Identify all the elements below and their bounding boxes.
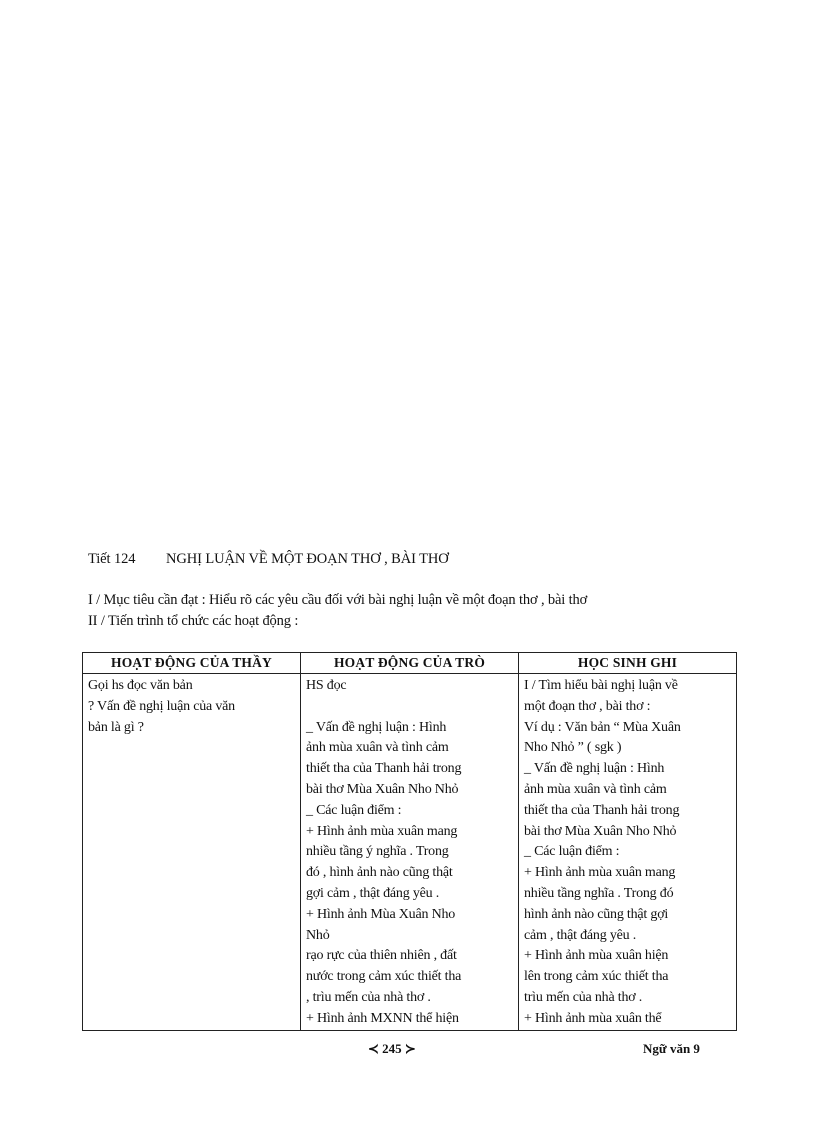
student-notes-line: hình ảnh nào cũng thật gợi: [524, 906, 669, 922]
student-notes-line: một đoạn thơ , bài thơ :: [524, 698, 651, 714]
teacher-activity-line: Gọi hs đọc văn bản: [88, 678, 193, 693]
lesson-title: NGHỊ LUẬN VỀ MỘT ĐOẠN THƠ , BÀI THƠ: [166, 551, 449, 567]
student-notes-line: lên trong cảm xúc thiết tha: [524, 969, 669, 985]
procedure-line: II / Tiến trình tổ chức các hoạt động :: [88, 613, 299, 629]
objective-line: I / Mục tiêu cần đạt : Hiểu rõ các yêu cầu đối với bài nghị luận về một đoạn thơ , bài thơ: [88, 592, 588, 608]
student-activity-line: _ Các luận điểm :: [306, 802, 402, 818]
student-activity-line: _ Vấn đề nghị luận : Hình: [306, 719, 447, 735]
student-activity-line: thiết tha của Thanh hải trong: [306, 761, 462, 777]
student-activity-line: gợi cảm , thật đáng yêu .: [306, 885, 440, 901]
student-notes-line: nhiều tầng nghĩa . Trong đó: [524, 885, 674, 901]
student-activity-line: bài thơ Mùa Xuân Nho Nhỏ: [306, 781, 459, 797]
subject-label: Ngữ văn 9: [643, 1041, 700, 1056]
student-notes-line: + Hình ảnh mùa xuân hiện: [524, 948, 669, 964]
student-activity-line: nhiều tầng ý nghĩa . Trong: [306, 844, 449, 860]
student-notes-line: _ Vấn đề nghị luận : Hình: [524, 761, 665, 777]
student-activity-cell: [301, 674, 519, 1031]
student-notes-line: I / Tìm hiểu bài nghị luận về: [524, 678, 678, 693]
student-notes-line: _ Các luận điểm :: [524, 844, 620, 860]
header-teacher-activity: HOẠT ĐỘNG CỦA THẦY: [83, 653, 301, 674]
page-number: ≺ 245 ≻: [368, 1041, 416, 1056]
lesson-heading: [88, 551, 449, 568]
header-student-notes: HỌC SINH GHI: [519, 653, 737, 674]
student-activity-line: + Hình ảnh MXNN thể hiện: [306, 1010, 459, 1026]
header-student-activity: HOẠT ĐỘNG CỦA TRÒ: [301, 653, 519, 674]
table-row: [83, 674, 737, 1031]
student-activity-line: , trìu mến của nhà thơ .: [306, 989, 431, 1005]
activities-table: [82, 652, 737, 1031]
student-notes-line: Nho Nhỏ ” ( sgk ): [524, 740, 622, 756]
teacher-activity-line: ? Vấn đề nghị luận của văn: [88, 698, 235, 714]
student-notes-line: thiết tha của Thanh hải trong: [524, 802, 680, 818]
table-header-row: [83, 653, 737, 674]
student-activity-line: ảnh mùa xuân và tình cảm: [306, 740, 449, 756]
student-activity-line: Nhỏ: [306, 927, 330, 943]
student-notes-line: + Hình ảnh mùa xuân mang: [524, 865, 676, 881]
student-activity-line: rạo rực của thiên nhiên , đất: [306, 948, 457, 964]
student-activity-line: nước trong cảm xúc thiết tha: [306, 969, 462, 985]
student-notes-line: + Hình ảnh mùa xuân thể: [524, 1010, 662, 1026]
student-notes-line: ảnh mùa xuân và tình cảm: [524, 781, 667, 797]
student-notes-line: trìu mến của nhà thơ .: [524, 989, 643, 1005]
teacher-activity-line: bản là gì ?: [88, 719, 144, 735]
student-activity-line: đó , hình ảnh nào cũng thật: [306, 865, 453, 881]
student-activity-line: + Hình ảnh mùa xuân mang: [306, 823, 458, 839]
student-notes-line: Ví dụ : Văn bản “ Mùa Xuân: [524, 719, 681, 735]
teacher-activity-cell: [83, 674, 301, 1031]
student-activity-line: + Hình ảnh Mùa Xuân Nho: [306, 906, 456, 922]
student-activity-line: HS đọc: [306, 678, 347, 693]
lesson-number: Tiết 124: [88, 551, 136, 567]
student-activity-line: [306, 697, 513, 718]
student-notes-cell: [519, 674, 737, 1031]
student-notes-line: bài thơ Mùa Xuân Nho Nhỏ: [524, 823, 677, 839]
student-notes-line: cảm , thật đáng yêu .: [524, 927, 637, 943]
